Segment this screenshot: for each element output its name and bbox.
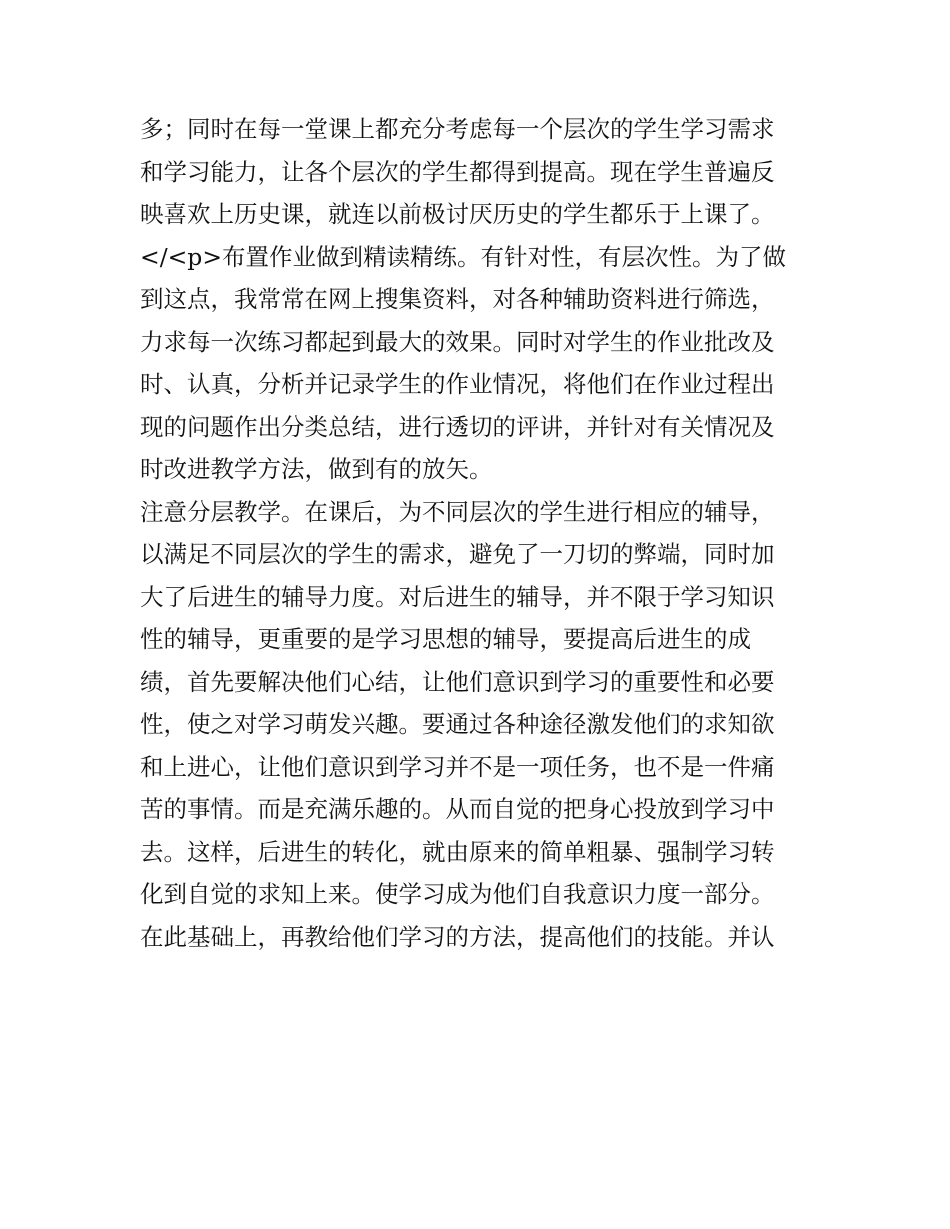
body-text — [140, 108, 820, 958]
text-line: 力求每一次练习都起到最大的效果。同时对学生的作业批改及 — [140, 327, 775, 356]
text-line: 大了后进生的辅导力度。对后进生的辅导，并不限于学习知识 — [140, 582, 775, 611]
text-line: 苦的事情。而是充满乐趣的。从而自觉的把身心投放到学习中 — [140, 795, 775, 823]
text-line: 现的问题作出分类总结，进行透切的评讲，并针对有关情况及 — [140, 412, 775, 441]
text-line: 在此基础上，再教给他们学习的方法，提高他们的技能。并认 — [140, 922, 775, 951]
text-line: 和上进心，让他们意识到学习并不是一项任务，也不是一件痛 — [140, 752, 775, 781]
text-line: 以满足不同层次的学生的需求，避免了一刀切的弊端，同时加 — [140, 540, 775, 568]
text-line: 时、认真，分析并记录学生的作业情况，将他们在作业过程出 — [140, 370, 775, 398]
text-line: 注意分层教学。在课后，为不同层次的学生进行相应的辅导， — [140, 497, 775, 526]
text-line: 和学习能力，让各个层次的学生都得到提高。现在学生普遍反 — [140, 157, 775, 186]
text-line: 时改进教学方法，做到有的放矢。 — [140, 455, 493, 483]
text-line: 多；同时在每一堂课上都充分考虑每一个层次的学生学习需求 — [140, 115, 775, 143]
text-line: 性，使之对学习萌发兴趣。要通过各种途径激发他们的求知欲 — [140, 710, 775, 738]
text-line: 映喜欢上历史课，就连以前极讨厌历史的学生都乐于上课了。 — [140, 200, 775, 228]
text-line: 去。这样，后进生的转化，就由原来的简单粗暴、强制学习转 — [140, 837, 775, 866]
text-line: 性的辅导，更重要的是学习思想的辅导，要提高后进生的成 — [140, 625, 751, 653]
text-line: 到这点，我常常在网上搜集资料，对各种辅助资料进行筛选， — [140, 285, 775, 313]
text-line: 化到自觉的求知上来。使学习成为他们自我意识力度一部分。 — [140, 880, 775, 908]
text-line: 绩，首先要解决他们心结，让他们意识到学习的重要性和必要 — [140, 667, 775, 696]
text-line: </<p>布置作业做到精读精练。有针对性，有层次性。为了做 — [140, 242, 787, 271]
